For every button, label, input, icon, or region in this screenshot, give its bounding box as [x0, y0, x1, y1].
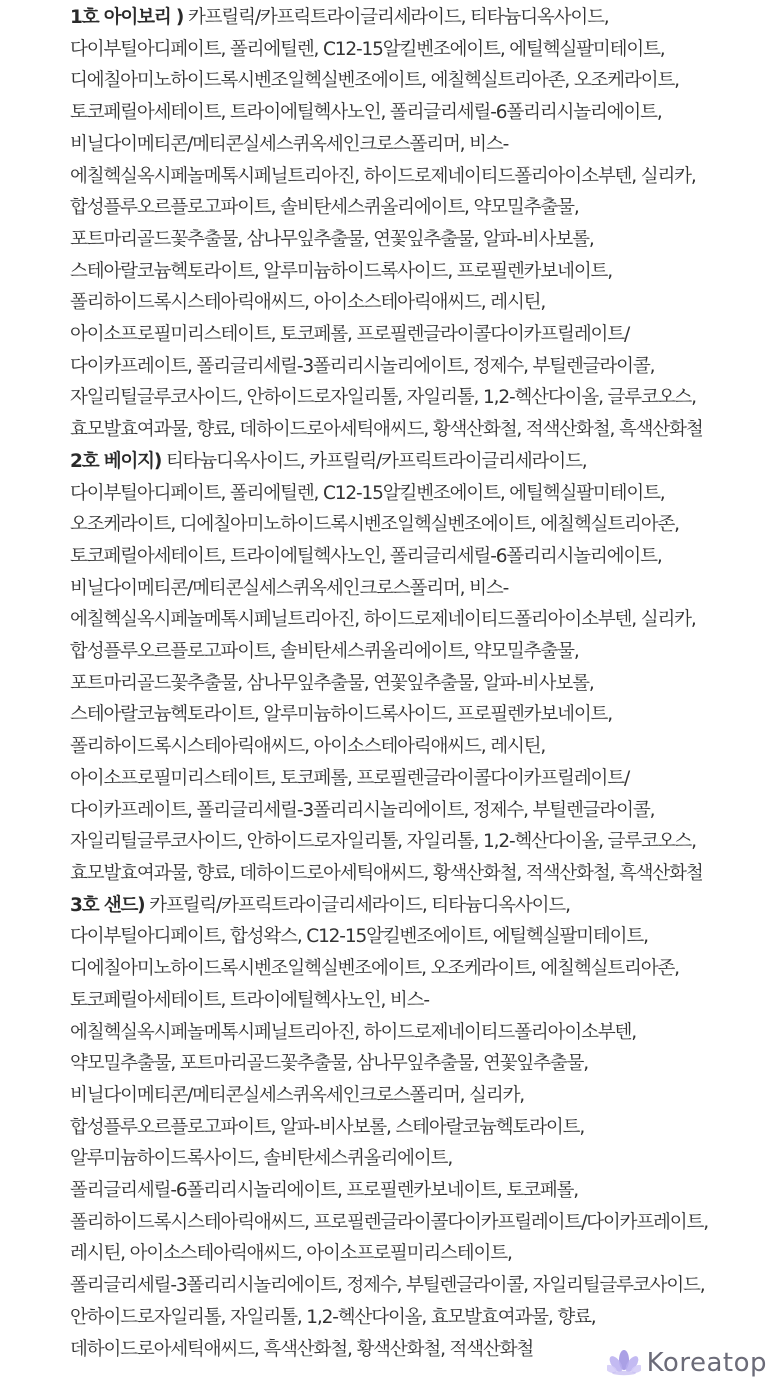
lotus-icon: [607, 1349, 641, 1377]
shade-label-sand: 3호 샌드): [70, 894, 145, 916]
ingredients-text: [70, 2, 710, 1365]
ingredient-list-sand: 카프릴릭/카프릭트라이글리세라이드, 티타늄디옥사이드, 다이부틸아디페이트, 합성왁스, C12-15알킬벤조에이트, 에틸헥실팔미테이트, 디에칠아미노하이드록시벤조일헥실벤조에이트, 오조케라이트, 에칠헥실트리아존, 토코페릴아세테이트, 트라이에틸헥사노인, 비스-에칠헥실옥시페놀메톡시페닐트리아진, 하이드로제네이티드폴리아이소부텐, 약모밀추출물, 포트마리골드꽃추출물, 삼나무잎추출물, 연꽃잎추출물, 비닐다이메티콘/메티콘실세스퀴옥세인크로스폴리머, 실리카, 합성플루오르플로고파이트, 알파-비사보롤, 스테아랄코늄헥토라이트, 알루미늄하이드록사이드, 솔비탄세스퀴올리에이트, 폴리글리세릴-6폴리리시놀리에이트, 프로필렌카보네이트, 토코페롤, 폴리하이드록시스테아릭애씨드, 프로필렌글라이콜다이카프릴레이트/다이카프레이트, 레시틴, 아이소스테아릭애씨드, 아이소프로필미리스테이트, 폴리글리세릴-3폴리리시놀리에이트, 정제수, 부틸렌글라이콜, 자일리틸글루코사이드, 안하이드로자일리톨, 자일리톨, 1,2-헥산다이올, 효모발효여과물, 향료, 데하이드로아세틱애씨드, 흑색산화철, 황색산화철, 적색산화철: [70, 894, 708, 1360]
watermark-brand: Koreatop: [646, 1348, 767, 1378]
shade-label-ivory: 1호 아이보리 ): [70, 7, 184, 28]
ingredient-list-ivory: 카프릴릭/카프릭트라이글리세라이드, 티타늄디옥사이드, 다이부틸아디페이트, 폴리에틸렌, C12-15알킬벤조에이트, 에틸헥실팔미테이트, 디에칠아미노하이드록시벤조일헥실벤조에이트, 에칠헥실트리아존, 오조케라이트, 토코페릴아세테이트, 트라이에틸헥사노인, 폴리글리세릴-6폴리리시놀리에이트, 비닐다이메티콘/메티콘실세스퀴옥세인크로스폴리머, 비스-에칠헥실옥시페놀메톡시페닐트리아진, 하이드로제네이티드폴리아이소부텐, 실리카, 합성플루오르플로고파이트, 솔비탄세스퀴올리에이트, 약모밀추출물, 포트마리골드꽃추출물, 삼나무잎추출물, 연꽃잎추출물, 알파-비사보롤, 스테아랄코늄헥토라이트, 알루미늄하이드록사이드, 프로필렌카보네이트, 폴리하이드록시스테아릭애씨드, 아이소스테아릭애씨드, 레시틴, 아이소프로필미리스테이트, 토코페롤, 프로필렌글라이콜다이카프릴레이트/다이카프레이트, 폴리글리세릴-3폴리리시놀리에이트, 정제수, 부틸렌글라이콜, 자일리틸글루코사이드, 안하이드로자일리톨, 자일리톨, 1,2-헥산다이올, 글루코오스, 효모발효여과물, 향료, 데하이드로아세틱애씨드, 황색산화철, 적색산화철, 흑색산화철: [70, 7, 703, 441]
koreatop-watermark: [607, 1348, 767, 1378]
shade-label-beige: 2호 베이지): [70, 450, 162, 472]
ingredient-list-beige: 티타늄디옥사이드, 카프릴릭/카프릭트라이글리세라이드, 다이부틸아디페이트, 폴리에틸렌, C12-15알킬벤조에이트, 에틸헥실팔미테이트, 오조케라이트, 디에칠아미노하이드록시벤조일헥실벤조에이트, 에칠헥실트리아존, 토코페릴아세테이트, 트라이에틸헥사노인, 폴리글리세릴-6폴리리시놀리에이트, 비닐다이메티콘/메티콘실세스퀴옥세인크로스폴리머, 비스-에칠헥실옥시페놀메톡시페닐트리아진, 하이드로제네이티드폴리아이소부텐, 실리카, 합성플루오르플로고파이트, 솔비탄세스퀴올리에이트, 약모밀추출물, 포트마리골드꽃추출물, 삼나무잎추출물, 연꽃잎추출물, 알파-비사보롤, 스테아랄코늄헥토라이트, 알루미늄하이드록사이드, 프로필렌카보네이트, 폴리하이드록시스테아릭애씨드, 아이소스테아릭애씨드, 레시틴, 아이소프로필미리스테이트, 토코페롤, 프로필렌글라이콜다이카프릴레이트/다이카프레이트, 폴리글리세릴-3폴리리시놀리에이트, 정제수, 부틸렌글라이콜, 자일리틸글루코사이드, 안하이드로자일리톨, 자일리톨, 1,2-헥산다이올, 글루코오스, 효모발효여과물, 향료, 데하이드로아세틱애씨드, 황색산화철, 적색산화철, 흑색산화철: [70, 450, 703, 884]
